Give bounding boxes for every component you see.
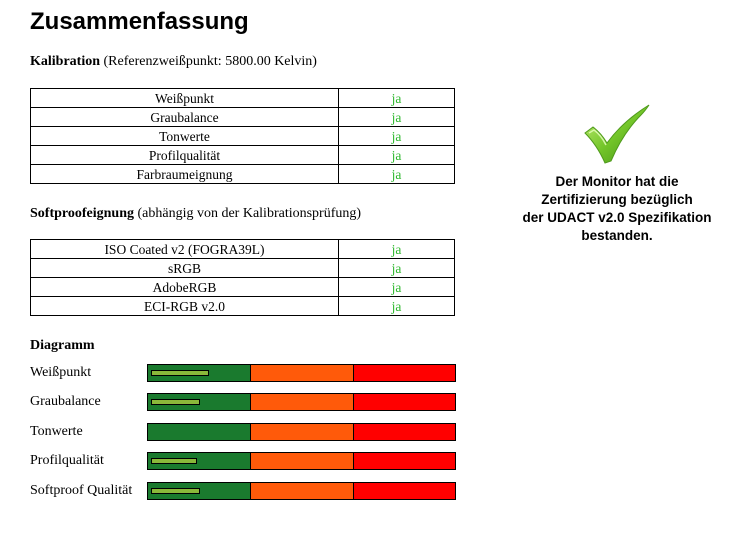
row-value: ja <box>339 108 455 127</box>
diagram-label: Tonwerte <box>30 424 83 439</box>
certification-verdict <box>494 173 740 245</box>
row-label: Farbraumeignung <box>31 165 339 184</box>
quality-indicator <box>151 370 209 376</box>
bar-segment-medium <box>251 483 354 499</box>
diagram-label: Profilqualität <box>30 453 104 468</box>
table-row <box>31 146 455 165</box>
diagram-heading: Diagramm <box>30 338 95 353</box>
bar-segment-bad <box>354 483 455 499</box>
diagram-row <box>30 393 460 411</box>
calibration-table <box>30 88 455 184</box>
row-value: ja <box>339 146 455 165</box>
row-label: ISO Coated v2 (FOGRA39L) <box>31 240 339 259</box>
verdict-line: bestanden. <box>581 228 653 243</box>
row-value: ja <box>339 259 455 278</box>
bar-segment-bad <box>354 394 455 410</box>
quality-bar <box>147 452 456 470</box>
quality-indicator <box>151 399 200 405</box>
quality-bar <box>147 393 456 411</box>
checkmark-icon <box>583 103 653 165</box>
table-row <box>31 127 455 146</box>
row-value: ja <box>339 89 455 108</box>
table-row <box>31 297 455 316</box>
table-row <box>31 89 455 108</box>
bar-segment-medium <box>251 424 354 440</box>
bar-segment-bad <box>354 365 455 381</box>
row-label: Graubalance <box>31 108 339 127</box>
calibration-note: (Referenzweißpunkt: 5800.00 Kelvin) <box>103 54 317 69</box>
quality-indicator <box>151 488 200 494</box>
softproof-table <box>30 239 455 316</box>
page-title: Zusammenfassung <box>30 8 249 35</box>
diagram-row <box>30 452 460 470</box>
bar-segment-good <box>148 424 251 440</box>
diagram-label: Softproof Qualität <box>30 483 133 498</box>
verdict-line: der UDACT v2.0 Spezifikation <box>522 210 712 225</box>
row-value: ja <box>339 127 455 146</box>
bar-segment-medium <box>251 453 354 469</box>
quality-indicator <box>151 458 197 464</box>
row-value: ja <box>339 297 455 316</box>
calibration-heading-line <box>30 54 317 70</box>
diagram-row <box>30 482 460 500</box>
diagram-row <box>30 423 460 441</box>
diagram-row <box>30 364 460 382</box>
quality-bar <box>147 364 456 382</box>
row-label: AdobeRGB <box>31 278 339 297</box>
row-label: sRGB <box>31 259 339 278</box>
row-value: ja <box>339 165 455 184</box>
softproof-heading: Softproofeignung <box>30 206 134 221</box>
row-label: Tonwerte <box>31 127 339 146</box>
bar-segment-medium <box>251 365 354 381</box>
bar-segment-medium <box>251 394 354 410</box>
row-label: Profilqualität <box>31 146 339 165</box>
verdict-line: Der Monitor hat die <box>555 174 679 189</box>
calibration-heading: Kalibration <box>30 54 101 69</box>
diagram-label: Graubalance <box>30 394 101 409</box>
diagram-label: Weißpunkt <box>30 365 92 380</box>
quality-bar <box>147 482 456 500</box>
row-value: ja <box>339 240 455 259</box>
table-row <box>31 278 455 297</box>
table-row <box>31 165 455 184</box>
bar-segment-bad <box>354 453 455 469</box>
quality-bar <box>147 423 456 441</box>
softproof-note: (abhängig von der Kalibrationsprüfung) <box>137 206 362 221</box>
bar-segment-bad <box>354 424 455 440</box>
row-label: Weißpunkt <box>31 89 339 108</box>
table-row <box>31 240 455 259</box>
table-row <box>31 259 455 278</box>
row-value: ja <box>339 278 455 297</box>
table-row <box>31 108 455 127</box>
row-label: ECI-RGB v2.0 <box>31 297 339 316</box>
verdict-line: Zertifizierung bezüglich <box>541 192 693 207</box>
softproof-heading-line <box>30 206 361 222</box>
